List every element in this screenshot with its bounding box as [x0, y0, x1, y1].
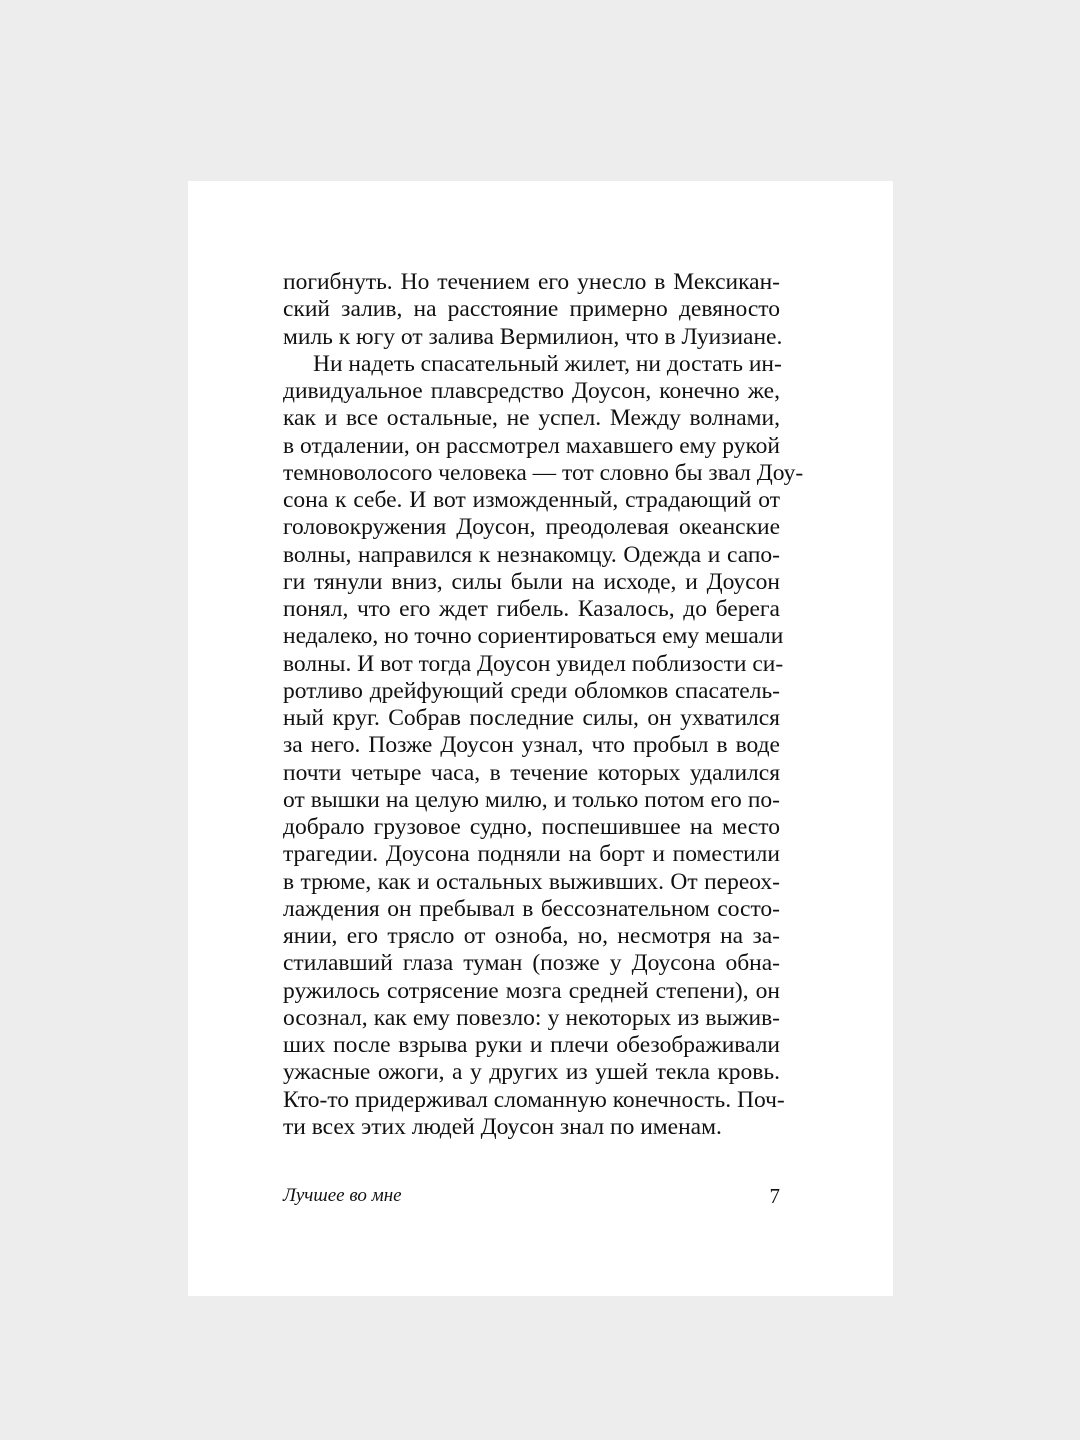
text-line: за него. Позже Доусон узнал, что пробыл в воде — [283, 732, 780, 759]
page-footer — [283, 1181, 780, 1211]
text-line: Кто-то придерживал сломанную конечность. Поч- — [283, 1086, 785, 1113]
text-line: в отдалении, он рассмотрел махавшего ему рукой — [283, 432, 780, 459]
text-line: ужасные ожоги, а у других из ушей текла кровь. — [283, 1059, 780, 1086]
text-line: янии, его трясло от озноба, но, несмотря на за- — [283, 923, 780, 949]
text-line: понял, что его ждет гибель. Казалось, до берега — [283, 596, 780, 622]
paragraph-main — [283, 350, 804, 1141]
text-line: ших после взрыва руки и плечи обезображивали — [283, 1032, 780, 1058]
text-line: волны. И вот тогда Доусон увидел поблизости си- — [283, 650, 784, 677]
text-line: осознал, как ему повезло: у некоторых из выжив- — [283, 1004, 780, 1031]
text-line: волны, направился к незнакомцу. Одежда и сапо- — [283, 541, 780, 568]
text-line: стилавший глаза туман (позже у Доусона обна- — [283, 950, 780, 977]
running-title: Лучшее во мне — [283, 1185, 402, 1206]
text-line: трагедии. Доусона подняли на борт и поместили — [283, 841, 780, 868]
page-number: 7 — [769, 1184, 780, 1208]
text-line: как и все остальные, не успел. Между волнами, — [283, 405, 780, 432]
text-line: погибнуть. Но течением его унесло в Мексикан- — [283, 269, 780, 295]
paragraph-continuation — [283, 269, 783, 351]
body-text — [283, 269, 804, 1141]
text-line: дивидуальное плавсредство Доусон, конечно же, — [283, 378, 780, 404]
text-line: в трюме, как и остальных выживших. От переох- — [283, 868, 780, 895]
text-line: почти четыре часа, в течение которых удалился — [283, 759, 780, 786]
text-line: недалеко, но точно сориентироваться ему мешали — [283, 623, 784, 650]
text-line: добрало грузовое судно, поспешившее на место — [283, 814, 780, 840]
book-page — [188, 181, 893, 1296]
text-line: сона к себе. И вот изможденный, страдающий от — [283, 487, 780, 513]
text-line: ный круг. Собрав последние силы, он ухватился — [283, 705, 780, 731]
text-line: ротливо дрейфующий среди обломков спасатель- — [283, 677, 780, 704]
text-line: ский залив, на расстояние примерно девяносто — [283, 296, 780, 323]
text-line: лаждения он пребывал в бессознательном состо- — [283, 895, 780, 922]
text-line: Ни надеть спасательный жилет, ни достать ин- — [313, 350, 782, 377]
text-line: ружилось сотрясение мозга средней степени), он — [283, 977, 780, 1004]
text-line: ти всех этих людей Доусон знал по именам. — [283, 1113, 722, 1140]
text-line: темноволосого человека — тот словно бы звал Доу- — [283, 459, 804, 486]
text-line: от вышки на целую милю, и только потом его по- — [283, 786, 780, 813]
text-line: миль к югу от залива Вермилион, что в Луизиане. — [283, 323, 783, 350]
text-line: ги тянули вниз, силы были на исходе, и Доусон — [283, 568, 780, 595]
text-line: головокружения Доусон, преодолевая океанские — [283, 514, 780, 541]
